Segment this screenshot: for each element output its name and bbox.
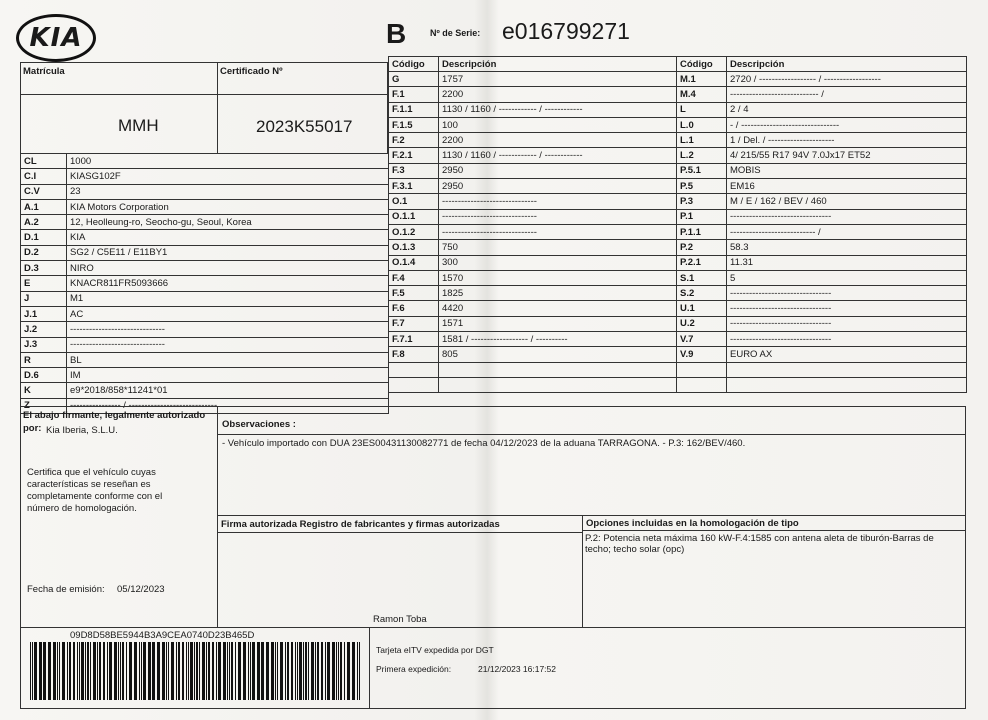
field-value: 5	[727, 270, 967, 285]
field-value: SG2 / C5E11 / E11BY1	[67, 245, 389, 260]
field-value: 100	[439, 117, 677, 132]
field-value: --------------------------------	[727, 301, 967, 316]
field-code: F.5	[389, 286, 439, 301]
field-code: O.1.2	[389, 224, 439, 239]
field-value	[727, 377, 967, 392]
matricula-value: MMH	[118, 116, 159, 135]
field-value: 1130 / 1160 / ------------ / ------------	[439, 102, 677, 117]
right-table-row	[677, 240, 967, 255]
observaciones-divider	[217, 434, 966, 435]
field-code	[389, 377, 439, 392]
matricula-divider	[20, 94, 218, 95]
left-data-table	[20, 153, 389, 414]
opciones-divider	[582, 530, 966, 531]
middle-table-row	[389, 240, 677, 255]
field-value: NIRO	[67, 261, 389, 276]
field-code: F.1.5	[389, 117, 439, 132]
field-value: 12, Heolleung-ro, Seocho-gu, Seoul, Korea	[67, 215, 389, 230]
field-value: MOBIS	[727, 163, 967, 178]
field-value: ------------------------------	[67, 337, 389, 352]
certifica-text: Certifica que el vehículo cuyas características se reseñan es completamente conforme con el número de homologación.	[27, 467, 163, 514]
left-table-row	[21, 291, 389, 306]
right-table-row	[677, 148, 967, 163]
right-table-row	[677, 255, 967, 270]
field-code: L	[677, 102, 727, 117]
field-value: ---------------------------- /	[727, 87, 967, 102]
field-value: M / E / 162 / BEV / 460	[727, 194, 967, 209]
field-value: --------------------------- /	[727, 224, 967, 239]
field-code: S.1	[677, 270, 727, 285]
field-value: EM16	[727, 179, 967, 194]
field-value: - / -------------------------------	[727, 117, 967, 132]
tarjeta-text: Tarjeta eITV expedida por DGT	[376, 645, 494, 655]
right-table-row	[677, 102, 967, 117]
field-value: 11.31	[727, 255, 967, 270]
middle-table-row	[389, 117, 677, 132]
right-desc-header: Descripción	[727, 57, 967, 72]
field-value: 1 / Del. / ---------------------	[727, 133, 967, 148]
field-code: F.8	[389, 347, 439, 362]
field-code: S.2	[677, 286, 727, 301]
field-value: 1130 / 1160 / ------------ / ------------	[439, 148, 677, 163]
field-value: 1581 / ------------------ / ----------	[439, 332, 677, 347]
certificado-label: Certificado Nº	[220, 66, 283, 77]
field-value	[439, 377, 677, 392]
right-table-row	[677, 117, 967, 132]
field-code: O.1.3	[389, 240, 439, 255]
field-value: AC	[67, 306, 389, 321]
field-value: 58.3	[727, 240, 967, 255]
barcode-image	[30, 642, 362, 700]
field-code: E	[21, 276, 67, 291]
left-table-row	[21, 169, 389, 184]
field-code	[677, 362, 727, 377]
right-table-row	[677, 224, 967, 239]
field-code: M.4	[677, 87, 727, 102]
right-code-header: Código	[677, 57, 727, 72]
field-value: e9*2018/858*11241*01	[67, 383, 389, 398]
field-code: Z	[21, 398, 67, 413]
field-code: F.4	[389, 270, 439, 285]
field-code: M.1	[677, 72, 727, 87]
field-value: ------------------------------	[439, 194, 677, 209]
field-value: ---------------- / ----------------------------	[67, 398, 389, 413]
middle-table-row	[389, 286, 677, 301]
observaciones-text: - Vehículo importado con DUA 23ES00431130082771 de fecha 04/12/2023 de la aduana TARRAGONA. - P.3: 162/BEV/460.	[222, 438, 746, 449]
middle-table-row	[389, 87, 677, 102]
firmante-title: El abajo firmante, legalmente autorizado	[23, 410, 206, 421]
field-code: F.2.1	[389, 148, 439, 163]
middle-data-table	[388, 56, 677, 393]
mid-desc-header: Descripción	[439, 57, 677, 72]
left-table-row	[21, 383, 389, 398]
middle-table-row	[389, 332, 677, 347]
field-value: --------------------------------	[727, 209, 967, 224]
middle-table-row	[389, 255, 677, 270]
field-code: F.1	[389, 87, 439, 102]
field-code: D.3	[21, 261, 67, 276]
left-table-row	[21, 245, 389, 260]
middle-table-row	[389, 179, 677, 194]
left-table-row	[21, 230, 389, 245]
right-table-row	[677, 377, 967, 392]
field-code: L.2	[677, 148, 727, 163]
field-value: 805	[439, 347, 677, 362]
opciones-label: Opciones incluidas en la homologación de tipo	[586, 518, 799, 529]
middle-table-row	[389, 163, 677, 178]
field-value: ------------------------------	[67, 322, 389, 337]
field-code: D.2	[21, 245, 67, 260]
field-value: ------------------------------	[439, 224, 677, 239]
left-table-row	[21, 154, 389, 169]
field-code: O.1.1	[389, 209, 439, 224]
field-value	[727, 362, 967, 377]
serie-value: e016799271	[502, 18, 630, 44]
por-label: por:	[23, 423, 42, 434]
field-code: D.1	[21, 230, 67, 245]
left-table-row	[21, 215, 389, 230]
right-table-row	[677, 133, 967, 148]
firma-name: Ramon Toba	[373, 614, 427, 625]
field-value: BL	[67, 352, 389, 367]
field-code: F.3	[389, 163, 439, 178]
field-code: F.1.1	[389, 102, 439, 117]
expedicion-box	[369, 627, 966, 709]
field-code: P.2.1	[677, 255, 727, 270]
field-value: KIA	[67, 230, 389, 245]
hash-value: 09D8D58BE5944B3A9CEA0740D23B465D	[70, 630, 255, 641]
field-code: C.I	[21, 169, 67, 184]
field-value: 1570	[439, 270, 677, 285]
right-table-row	[677, 362, 967, 377]
middle-table-row	[389, 133, 677, 148]
middle-table-row	[389, 301, 677, 316]
left-table-row	[21, 199, 389, 214]
field-code: J.3	[21, 337, 67, 352]
middle-table-row	[389, 270, 677, 285]
field-value: 750	[439, 240, 677, 255]
mid-code-header: Código	[389, 57, 439, 72]
field-code: P.2	[677, 240, 727, 255]
primera-value: 21/12/2023 16:17:52	[478, 664, 556, 674]
field-code: F.2	[389, 133, 439, 148]
field-value: 1000	[67, 154, 389, 169]
right-table-row	[677, 286, 967, 301]
serie-label: Nº de Serie:	[430, 28, 481, 38]
right-table-row	[677, 194, 967, 209]
field-code: U.2	[677, 316, 727, 331]
field-code: A.2	[21, 215, 67, 230]
field-value: 2200	[439, 133, 677, 148]
field-value: 4/ 215/55 R17 94V 7.0Jx17 ET52	[727, 148, 967, 163]
field-code: L.0	[677, 117, 727, 132]
field-value: M1	[67, 291, 389, 306]
field-code: K	[21, 383, 67, 398]
field-code: G	[389, 72, 439, 87]
por-value: Kia Iberia, S.L.U.	[46, 425, 118, 436]
right-table-row	[677, 87, 967, 102]
field-code: P.5	[677, 179, 727, 194]
field-code: P.5.1	[677, 163, 727, 178]
middle-table-row	[389, 194, 677, 209]
field-code	[677, 377, 727, 392]
field-code: J	[21, 291, 67, 306]
right-table-row	[677, 301, 967, 316]
left-table-row	[21, 322, 389, 337]
field-value: 1825	[439, 286, 677, 301]
field-value: 2200	[439, 87, 677, 102]
field-code: J.1	[21, 306, 67, 321]
right-table-row	[677, 316, 967, 331]
field-value: 2950	[439, 163, 677, 178]
field-code: V.9	[677, 347, 727, 362]
field-value: KIA Motors Corporation	[67, 199, 389, 214]
primera-label: Primera expedición:	[376, 664, 452, 674]
left-table-row	[21, 368, 389, 383]
certificado-divider	[217, 94, 388, 95]
middle-table-row	[389, 72, 677, 87]
field-value: IM	[67, 368, 389, 383]
middle-table-row	[389, 316, 677, 331]
left-table-row	[21, 306, 389, 321]
opciones-text: P.2: Potencia neta máxima 160 kW-F.4:1585 con antena aleta de tiburón-Barras de techo; techo solar (opc)	[585, 533, 934, 555]
field-value: ------------------------------	[439, 209, 677, 224]
kia-logo: KIA	[16, 14, 96, 62]
field-code: R	[21, 352, 67, 367]
field-code: P.3	[677, 194, 727, 209]
field-value: KNACR811FR5093666	[67, 276, 389, 291]
field-value: 2950	[439, 179, 677, 194]
field-code: C.V	[21, 184, 67, 199]
field-value: 23	[67, 184, 389, 199]
field-value: EURO AX	[727, 347, 967, 362]
field-code: P.1	[677, 209, 727, 224]
field-value: --------------------------------	[727, 286, 967, 301]
fecha-value: 05/12/2023	[117, 584, 165, 595]
section-letter: B	[386, 18, 407, 49]
field-value: 4420	[439, 301, 677, 316]
certificado-value: 2023K55017	[256, 117, 353, 136]
middle-table-row	[389, 148, 677, 163]
right-data-table	[676, 56, 967, 393]
middle-table-row	[389, 362, 677, 377]
right-table-row	[677, 72, 967, 87]
middle-table-row	[389, 209, 677, 224]
field-code: A.1	[21, 199, 67, 214]
field-code: D.6	[21, 368, 67, 383]
field-value: 300	[439, 255, 677, 270]
field-code: F.3.1	[389, 179, 439, 194]
field-code: CL	[21, 154, 67, 169]
fecha-label: Fecha de emisión:	[27, 584, 105, 595]
firma-label: Firma autorizada Registro de fabricantes y firmas autorizadas	[221, 519, 500, 530]
field-code: V.7	[677, 332, 727, 347]
field-code: J.2	[21, 322, 67, 337]
field-code: U.1	[677, 301, 727, 316]
observaciones-box	[217, 406, 966, 516]
left-table-row	[21, 352, 389, 367]
middle-table-row	[389, 377, 677, 392]
field-code: F.7	[389, 316, 439, 331]
observaciones-label: Observaciones :	[222, 419, 296, 430]
right-table-row	[677, 347, 967, 362]
field-value: 2720 / ------------------ / ------------------	[727, 72, 967, 87]
firma-divider	[217, 532, 583, 533]
field-code: P.1.1	[677, 224, 727, 239]
opciones-box	[582, 515, 966, 628]
field-value: --------------------------------	[727, 316, 967, 331]
field-code: O.1	[389, 194, 439, 209]
field-value: KIASG102F	[67, 169, 389, 184]
field-code: F.6	[389, 301, 439, 316]
field-value: 1757	[439, 72, 677, 87]
middle-table-row	[389, 102, 677, 117]
right-table-row	[677, 163, 967, 178]
left-table-row	[21, 184, 389, 199]
right-table-row	[677, 179, 967, 194]
matricula-label: Matrícula	[23, 66, 65, 77]
left-table-row	[21, 276, 389, 291]
field-code: O.1.4	[389, 255, 439, 270]
right-table-row	[677, 209, 967, 224]
field-value: 1571	[439, 316, 677, 331]
right-table-row	[677, 332, 967, 347]
field-value	[439, 362, 677, 377]
field-code: L.1	[677, 133, 727, 148]
left-table-row	[21, 337, 389, 352]
field-value: 2 / 4	[727, 102, 967, 117]
middle-table-row	[389, 224, 677, 239]
field-code: F.7.1	[389, 332, 439, 347]
middle-table-row	[389, 347, 677, 362]
field-value: --------------------------------	[727, 332, 967, 347]
right-table-row	[677, 270, 967, 285]
left-table-row	[21, 261, 389, 276]
field-code	[389, 362, 439, 377]
